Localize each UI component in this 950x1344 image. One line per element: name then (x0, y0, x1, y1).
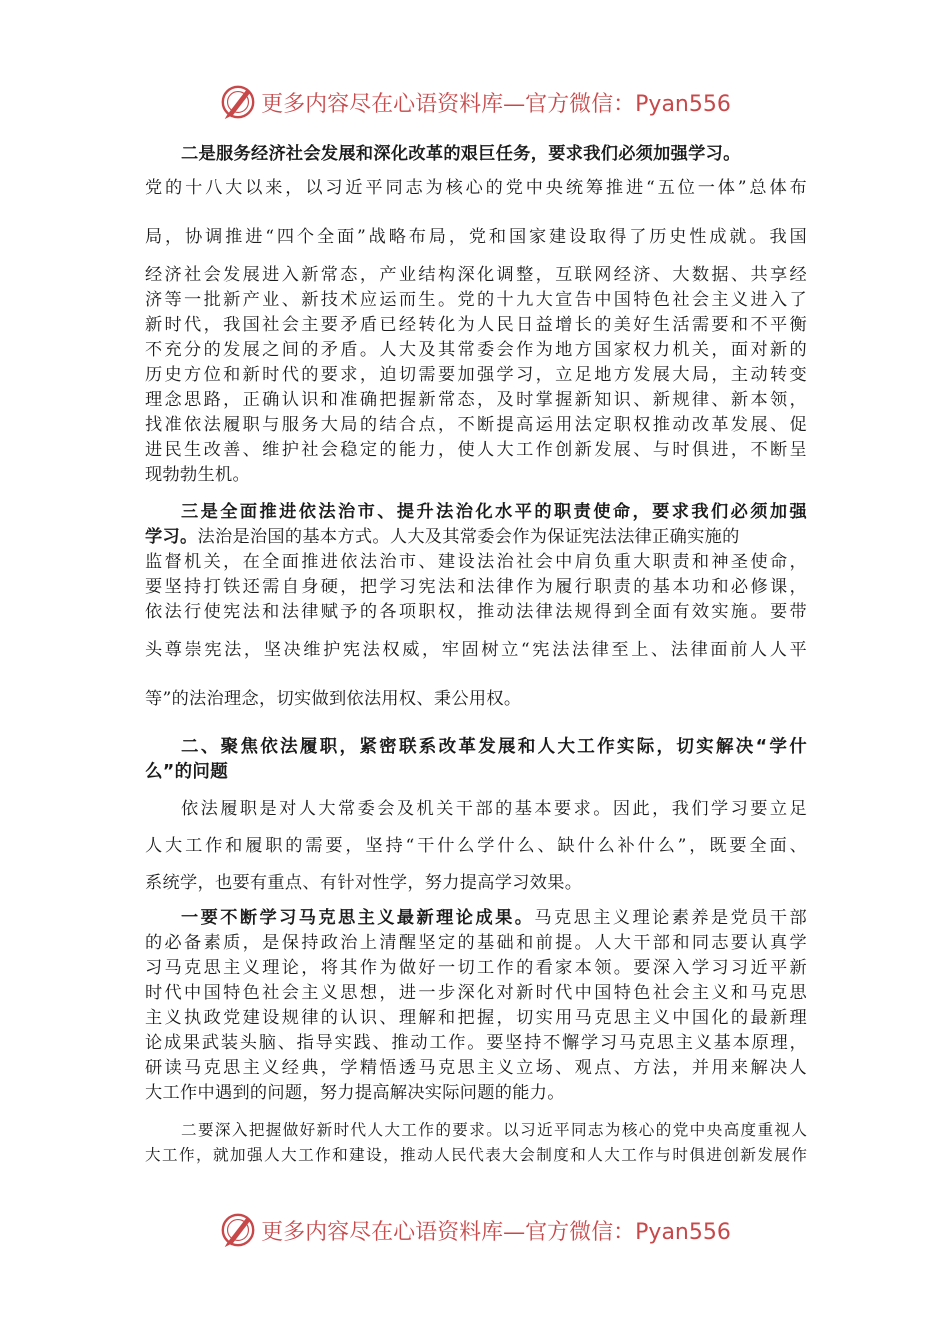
p4-line: 的必备素质，是保持政治上清醒坚定的基础和前提。人大干部和同志要认真学 (145, 933, 807, 953)
wechat-id: Pyan556 (635, 91, 731, 117)
p2-line: 监督机关，在全面推进依法治市、建设法治社会中肩负重大职责和神圣使命， (145, 552, 807, 572)
p2-line: 学习。法治是治国的基本方式。人大及其常委会作为保证宪法法律正确实施的 (145, 527, 740, 547)
p1-line: 现勃勃生机。 (145, 465, 250, 485)
section-heading: 么”的问题 (145, 762, 229, 782)
section-heading: 二、聚焦依法履职，紧密联系改革发展和人大工作实际，切实解决“学什 (181, 737, 807, 757)
footer-banner (0, 1210, 950, 1250)
p3-line: 系统学，也要有重点、有针对性学，努力提高学习效果。 (145, 873, 583, 893)
p1-line: 新时代，我国社会主要矛盾已经转化为人民日益增长的美好生活需要和不平衡 (145, 315, 807, 335)
banner-text: 更多内容尽在心语资料库—官方微信：Pyan556 (261, 1219, 731, 1245)
p2-line: 依法行使宪法和法律赋予的各项职权，推动法律法规得到全面有效实施。要带 (145, 602, 807, 622)
p1-line: 进民生改善、维护社会稳定的能力，使人大工作创新发展、与时俱进，不断呈 (145, 440, 807, 460)
p5-line: 二要深入把握做好新时代人大工作的要求。以习近平同志为核心的党中央高度重视人 (181, 1121, 807, 1139)
p4-line: 研读马克思主义经典，学精悟透马克思主义立场、观点、方法，并用来解决人 (145, 1058, 807, 1078)
pen-logo-icon (219, 83, 257, 121)
p4-line: 一要不断学习马克思主义最新理论成果。马克思主义理论素养是党员干部 (181, 908, 807, 928)
p4-line: 主义执政党建设规律的认识、理解和把握，切实用马克思主义中国化的最新理 (145, 1008, 807, 1028)
document-body (145, 138, 807, 1168)
p4-line: 时代中国特色社会主义思想，进一步深化对新时代中国特色社会主义和马克思 (145, 983, 807, 1003)
p1-line: 理念思路，正确认识和准确把握新常态，及时掌握新知识、新规律、新本领， (145, 390, 807, 410)
p3-line: 依法履职是对人大常委会及机关干部的基本要求。因此，我们学习要立足 (181, 799, 807, 819)
p2-line: 要坚持打铁还需自身硬，把学习宪法和法律作为履行职责的基本功和必修课， (145, 577, 807, 597)
p1-line: 历史方位和新时代的要求，迫切需要加强学习，立足地方发展大局，主动转变 (145, 365, 807, 385)
p1-line: 不充分的发展之间的矛盾。人大及其常委会作为地方国家权力机关，面对新的 (145, 340, 807, 360)
pen-logo-icon (219, 1211, 257, 1249)
banner-text: 更多内容尽在心语资料库—官方微信：Pyan556 (261, 91, 731, 117)
wechat-id: Pyan556 (635, 1219, 731, 1245)
p1-line: 局，协调推进“四个全面”战略布局，党和国家建设取得了历史性成就。我国 (145, 227, 807, 247)
p3-line: 人大工作和履职的需要，坚持“干什么学什么、缺什么补什么”，既要全面、 (145, 836, 807, 856)
p5-line: 大工作，就加强人大工作和建设，推动人民代表大会制度和人大工作与时俱进创新发展作 (145, 1146, 807, 1164)
header-banner (0, 82, 950, 122)
p4-line: 大工作中遇到的问题，努力提高解决实际问题的能力。 (145, 1083, 565, 1103)
p2-line: 等”的法治理念，切实做到依法用权、秉公用权。 (145, 689, 522, 709)
p1-line: 济等一批新产业、新技术应运而生。党的十九大宣告中国特色社会主义进入了 (145, 290, 807, 310)
p4-line: 习马克思主义理论，将其作为做好一切工作的看家本领。要深入学习习近平新 (145, 958, 807, 978)
p4-line: 论成果武装头脑、指导实践、推动工作。要坚持不懈学习马克思主义基本原理， (145, 1033, 807, 1053)
p1-bold-line: 二是服务经济社会发展和深化改革的艰巨任务，要求我们必须加强学习。 (181, 144, 741, 164)
p2-line: 头尊崇宪法，坚决维护宪法权威，牢固树立“宪法法律至上、法律面前人人平 (145, 640, 807, 660)
p1-line: 找准依法履职与服务大局的结合点，不断提高运用法定职权推动改革发展、促 (145, 415, 807, 435)
p1-line: 党的十八大以来，以习近平同志为核心的党中央统筹推进“五位一体”总体布 (145, 178, 807, 198)
p2-bold-line: 三是全面推进依法治市、提升法治化水平的职责使命，要求我们必须加强 (181, 502, 807, 522)
p1-line: 经济社会发展进入新常态，产业结构深化调整，互联网经济、大数据、共享经 (145, 265, 807, 285)
